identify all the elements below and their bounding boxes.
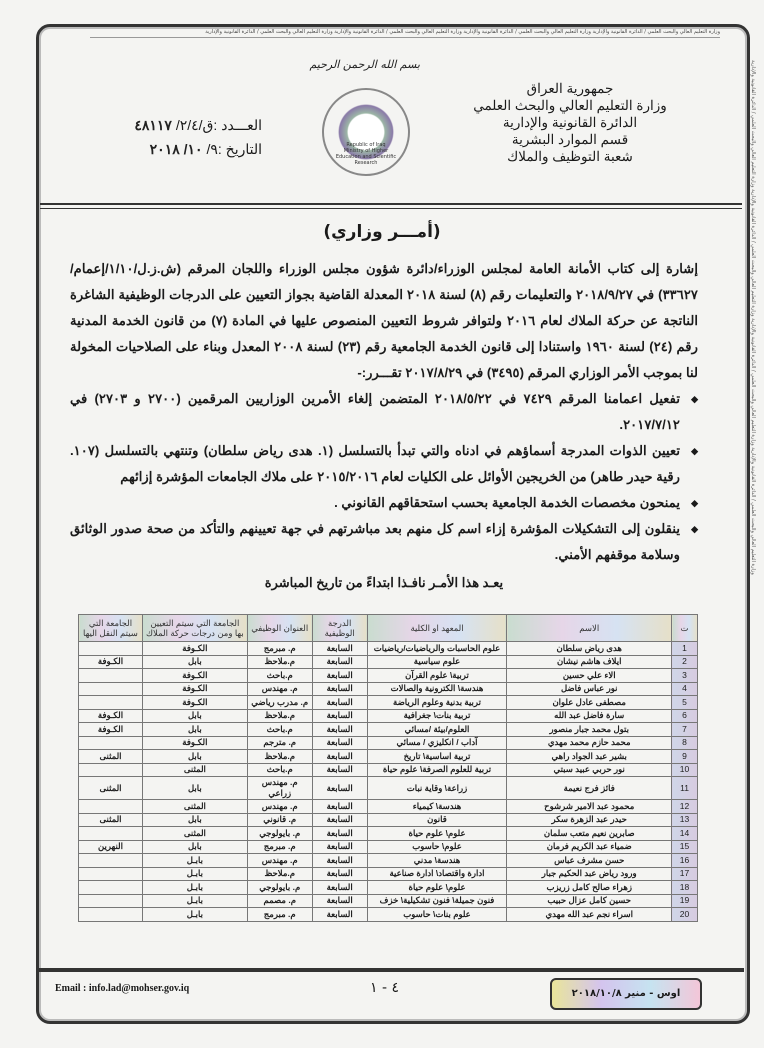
table-cell: تربية بدنية وعلوم الرياضة: [367, 696, 507, 710]
table-cell: م. بايولوجي: [247, 827, 312, 841]
table-cell: الكـوفة: [142, 642, 247, 656]
table-cell: م.ملاحظ: [247, 750, 312, 764]
table-cell: بابـل: [142, 908, 247, 922]
table-cell: 9: [672, 750, 698, 764]
table-cell: المثنى: [79, 813, 143, 827]
table-cell: زهراء صالح كامل زريزب: [507, 881, 672, 895]
table-cell: الكـوفة: [142, 736, 247, 750]
table-cell: المثنى: [79, 750, 143, 764]
table-cell: زراعة\ وقاية نبات: [367, 777, 507, 800]
table-cell: الاء علي حسين: [507, 669, 672, 683]
table-cell: علوم\ علوم حياة: [367, 827, 507, 841]
table-cell: بابل: [142, 655, 247, 669]
table-cell: السابعة: [312, 881, 367, 895]
column-header: المعهد او الكلية: [367, 615, 507, 642]
table-cell: النهرين: [79, 840, 143, 854]
table-cell: قانون: [367, 813, 507, 827]
table-cell: نور حربي عبيد سبتي: [507, 763, 672, 777]
table-cell: السابعة: [312, 696, 367, 710]
table-cell: 18: [672, 881, 698, 895]
table-cell: 3: [672, 669, 698, 683]
table-cell: هدى رياض سلطان: [507, 642, 672, 656]
table-cell: السابعة: [312, 669, 367, 683]
table-cell: المثنى: [142, 800, 247, 814]
table-cell: تربية للعلوم الصرفة\ علوم حياة: [367, 763, 507, 777]
table-cell: 14: [672, 827, 698, 841]
table-cell: م.ملاحظ: [247, 709, 312, 723]
table-row: [79, 908, 698, 922]
table-row: [79, 881, 698, 895]
table-cell: م. مهندس: [247, 854, 312, 868]
table-row: [79, 867, 698, 881]
security-microtext-top: وزارة التعليم العالي والبحث العلمي / الدائرة القانونية والإدارية وزارة التعليم العالي والبحث العلمي / الدائرة القانونية والإدارية وزارة التعليم العالي والبحث العلمي / الدائرة القانونية والإدارية وزارة التعليم العالي والبحث العلمي / الدائرة القانونية والإدارية: [90, 29, 720, 38]
table-cell: م. مهندس: [247, 800, 312, 814]
table-cell: م.ملاحظ: [247, 655, 312, 669]
decisions-list: [70, 386, 698, 568]
table-cell: 13: [672, 813, 698, 827]
table-cell: م.ملاحظ: [247, 867, 312, 881]
decision-item: ◆ تفعيل اعمامنا المرقم ٧٤٢٩ في ٢٠١٨/٥/٢٢ المتضمن إلغاء الأمرين الوزاريين المرقمين (٢٧٠٠ و ٢٧٠٣) في ٢٠١٧/٧/١٢.: [70, 386, 680, 438]
content-flow: [70, 256, 698, 922]
table-cell: ايلاف هاشم نيشان: [507, 655, 672, 669]
table-row: [79, 763, 698, 777]
table-cell: 19: [672, 894, 698, 908]
table-cell: السابعة: [312, 894, 367, 908]
table-cell: [79, 736, 143, 750]
table-cell: ضمياء عبد الكريم فرمان: [507, 840, 672, 854]
table-cell: م. بايولوجي: [247, 881, 312, 895]
table-row: [79, 723, 698, 737]
decision-item: ◆ تعيين الذوات المدرجة أسماؤهم في ادناه والتي تبدأ بالتسلسل (١. هدى رياض سلطان) وتنتهي بالتسلسل (١٠٧. رقية حيدر طاهر) من الخريجين الأوائل على الكليات لعام ٢٠١٥/٢٠١٦ على ملاك الجامعات المؤشرة إزائهم: [70, 438, 680, 490]
table-row: [79, 696, 698, 710]
column-header: ت: [672, 615, 698, 642]
table-row: [79, 709, 698, 723]
table-cell: السابعة: [312, 908, 367, 922]
table-row: [79, 777, 698, 800]
column-header: العنوان الوظيفي: [247, 615, 312, 642]
table-cell: ادارة واقتصاد\ ادارة صناعية: [367, 867, 507, 881]
table-cell: نور عباس فاضل: [507, 682, 672, 696]
table-cell: [79, 642, 143, 656]
table-cell: الكـوفة: [142, 682, 247, 696]
table-row: [79, 894, 698, 908]
table-cell: م. مهندس زراعي: [247, 777, 312, 800]
table-cell: 16: [672, 854, 698, 868]
table-cell: الكـوفة: [79, 723, 143, 737]
table-row: [79, 840, 698, 854]
table-row: [79, 854, 698, 868]
table-cell: 17: [672, 867, 698, 881]
table-cell: السابعة: [312, 827, 367, 841]
number-label: العـــدد :ق/٢/٤/: [175, 117, 262, 133]
table-cell: م. مصمم: [247, 894, 312, 908]
date-label: التاريخ :٩/: [206, 141, 262, 157]
table-cell: المثنى: [142, 763, 247, 777]
table-cell: [79, 894, 143, 908]
table-cell: السابعة: [312, 854, 367, 868]
table-cell: علوم بنات\ حاسوب: [367, 908, 507, 922]
table-cell: الكـوفة: [79, 709, 143, 723]
seal-text-block: [332, 142, 400, 166]
header-divider: [40, 203, 742, 209]
footer-email: Email : info.lad@mohser.gov.iq: [55, 983, 190, 994]
table-cell: [79, 682, 143, 696]
table-cell: 12: [672, 800, 698, 814]
table-cell: 10: [672, 763, 698, 777]
table-cell: بتول محمد جبار منصور: [507, 723, 672, 737]
table-cell: [79, 669, 143, 683]
table-cell: بابل: [142, 777, 247, 800]
table-cell: السابعة: [312, 763, 367, 777]
document-title: (أمـــر وزاري): [323, 222, 441, 242]
table-cell: هندسة\ الكترونية والصالات: [367, 682, 507, 696]
table-cell: بابل: [142, 723, 247, 737]
table-cell: م. قانوني: [247, 813, 312, 827]
table-cell: الكـوفة: [79, 655, 143, 669]
table-cell: السابعة: [312, 709, 367, 723]
table-cell: م. مبرمج: [247, 908, 312, 922]
table-cell: [79, 854, 143, 868]
seal-text-2: Ministry of Higher Education and Scientific Research: [335, 148, 397, 166]
table-cell: حسين كامل عزال حبيب: [507, 894, 672, 908]
table-header-row: [79, 615, 698, 642]
table-cell: م. مدرب رياضي: [247, 696, 312, 710]
table-cell: [79, 800, 143, 814]
closing-statement: يعـد هذا الأمـر نافـذا ابتداءً من تاريخ المباشرة: [264, 575, 504, 590]
table-cell: 11: [672, 777, 698, 800]
table-cell: 15: [672, 840, 698, 854]
letterhead: [460, 80, 680, 165]
table-cell: علوم\ علوم حياة: [367, 881, 507, 895]
column-header: الجامعة التي سيتم النقل اليها: [79, 615, 143, 642]
table-cell: سارة فاضل عبد الله: [507, 709, 672, 723]
letterhead-line: شعبة التوظيف والملاك: [507, 149, 633, 164]
table-cell: م.باحث: [247, 763, 312, 777]
table-cell: م. مترجم: [247, 736, 312, 750]
table-row: [79, 655, 698, 669]
letterhead-line: الدائرة القانونية والإدارية: [502, 115, 638, 130]
table-cell: المثنى: [79, 777, 143, 800]
table-cell: بابـل: [142, 854, 247, 868]
table-cell: الكـوفة: [142, 669, 247, 683]
table-cell: بابل: [142, 709, 247, 723]
decision-item: ◆ ينقلون إلى التشكيلات المؤشرة إزاء اسم كل منهم بعد مباشرتهم في جهة تعيينهم والتأكد من صحة صدور الوثائق وسلامة موقفهم الأمني.: [70, 516, 680, 568]
table-cell: بابل: [142, 750, 247, 764]
table-cell: السابعة: [312, 682, 367, 696]
column-header: الاسم: [507, 615, 672, 642]
table-cell: المثنى: [142, 827, 247, 841]
table-row: [79, 813, 698, 827]
typist-stamp: اوس - منير ٢٠١٨/١٠/٨: [550, 978, 702, 1010]
table-row: [79, 642, 698, 656]
intro-paragraph: إشارة إلى كتاب الأمانة العامة لمجلس الوزراء/دائرة شؤون مجلس الوزراء واللجان المرقم (ش.ز.ل/١/١٠/إعمام/٣٣٦٢٧) في ٢٠١٨/٩/٢٧ والتعليمات رقم (٨) لسنة ٢٠١٨ المعدلة القاضية بجواز التعيين على الدرجات الوظيفية الشاغرة الناتجة عن حركة الملاك لعام ٢٠١٦ ولتوافر شروط التعيين المنصوص عليها في المادة (٧) من قانون الخدمة المدنية رقم (٢٤) لسنة ١٩٦٠ واستنادا إلى قانون الخدمة الجامعية رقم (٢٣) لسنة ٢٠٠٨ المعدل وبناء على الصلاحيات المخولة لنا بموجب الأمر الوزاري المرقم (٣٤٩٥) في ٢٠١٧/٨/٢٩ تقـــرر:-: [70, 261, 698, 380]
table-row: [79, 682, 698, 696]
table-cell: [79, 696, 143, 710]
table-cell: 2: [672, 655, 698, 669]
table-cell: [79, 763, 143, 777]
table-cell: هندسة\ كيمياء: [367, 800, 507, 814]
table-cell: علوم سياسية: [367, 655, 507, 669]
table-cell: السابعة: [312, 642, 367, 656]
reference-block: [92, 113, 262, 161]
letterhead-line: قسم الموارد البشرية: [511, 132, 629, 147]
table-cell: فنون جميلة\ فنون تشكيلية\ خزف: [367, 894, 507, 908]
table-cell: هندسة\ مدني: [367, 854, 507, 868]
table-cell: العلوم/بيئة /مسائي: [367, 723, 507, 737]
appointees-table: [78, 614, 698, 922]
table-row: [79, 827, 698, 841]
table-cell: فائز فرج نعيمة: [507, 777, 672, 800]
table-cell: بابل: [142, 840, 247, 854]
table-cell: ورود رياض عبد الحكيم جبار: [507, 867, 672, 881]
table-cell: محمد حازم محمد مهدي: [507, 736, 672, 750]
table-cell: [79, 867, 143, 881]
basmala-calligraphy: بسم الله الرحمن الرحيم: [309, 58, 420, 71]
table-cell: السابعة: [312, 813, 367, 827]
table-cell: تربية\ علوم القرآن: [367, 669, 507, 683]
table-cell: حسن مشرف عباس: [507, 854, 672, 868]
table-cell: محمود عبد الامير شرشوح: [507, 800, 672, 814]
table-cell: السابعة: [312, 840, 367, 854]
table-cell: علوم\ حاسوب: [367, 840, 507, 854]
table-cell: 20: [672, 908, 698, 922]
table-cell: بشير عبد الجواد راهي: [507, 750, 672, 764]
table-cell: [79, 827, 143, 841]
decision-item: ◆ يمنحون مخصصات الخدمة الجامعية بحسب استحقاقهم القانوني .: [70, 490, 680, 516]
table-cell: اسراء نجم عبد الله مهدي: [507, 908, 672, 922]
table-cell: مصطفى عادل علوان: [507, 696, 672, 710]
table-row: [79, 750, 698, 764]
letterhead-line: وزارة التعليم العالي والبحث العلمي: [473, 98, 667, 113]
table-cell: الكـوفة: [142, 696, 247, 710]
ministry-seal-logo: [322, 88, 410, 176]
table-cell: 5: [672, 696, 698, 710]
date-value: ١٠/ ٢٠١٨: [149, 141, 203, 157]
table-cell: السابعة: [312, 867, 367, 881]
table-cell: علوم الحاسبات والرياضيات/رياضيات: [367, 642, 507, 656]
table-cell: بابـل: [142, 881, 247, 895]
column-header: الجامعة التي سيتم التعيين بها ومن درجات حركة الملاك: [142, 615, 247, 642]
table-cell: حيدر عبد الزهرة سكر: [507, 813, 672, 827]
table-cell: م.باحث: [247, 723, 312, 737]
table-cell: 8: [672, 736, 698, 750]
table-row: [79, 736, 698, 750]
table-cell: تربية بنات\ جغرافية: [367, 709, 507, 723]
table-cell: م. مبرمج: [247, 840, 312, 854]
table-cell: بابل: [142, 813, 247, 827]
table-cell: السابعة: [312, 736, 367, 750]
table-cell: 6: [672, 709, 698, 723]
table-cell: م.باحث: [247, 669, 312, 683]
table-cell: صابرين نعيم متعب سلمان: [507, 827, 672, 841]
table-cell: السابعة: [312, 800, 367, 814]
table-cell: 7: [672, 723, 698, 737]
table-cell: [79, 908, 143, 922]
table-cell: 1: [672, 642, 698, 656]
table-cell: آداب / انكليزي / مسائي: [367, 736, 507, 750]
table-row: [79, 669, 698, 683]
column-header: الدرجة الوظيفية: [312, 615, 367, 642]
table-cell: السابعة: [312, 655, 367, 669]
table-cell: بابـل: [142, 867, 247, 881]
table-cell: م. مبرمج: [247, 642, 312, 656]
table-cell: بابـل: [142, 894, 247, 908]
table-cell: تربية اساسية\ تاريخ: [367, 750, 507, 764]
document-body: [70, 256, 698, 596]
table-cell: 4: [672, 682, 698, 696]
table-cell: [79, 881, 143, 895]
page-number: ٤ - ١: [370, 980, 400, 996]
table-cell: السابعة: [312, 750, 367, 764]
table-cell: م. مهندس: [247, 682, 312, 696]
letterhead-line: جمهورية العراق: [526, 81, 614, 96]
table-row: [79, 800, 698, 814]
security-microtext-side: وزارة التعليم العالي والبحث العلمي / الدائرة القانونية والإدارية وزارة التعليم العالي والبحث العلمي / الدائرة القانونية والإدارية وزارة التعليم العالي والبحث العلمي / الدائرة القانونية والإدارية وزارة التعليم العالي والبحث العلمي / الدائرة القانونية والإدارية: [750, 60, 756, 575]
table-cell: السابعة: [312, 777, 367, 800]
seal-text-1: Republic of Iraq: [346, 142, 386, 148]
number-value: ٤٨١١٧: [134, 117, 172, 133]
table-cell: السابعة: [312, 723, 367, 737]
